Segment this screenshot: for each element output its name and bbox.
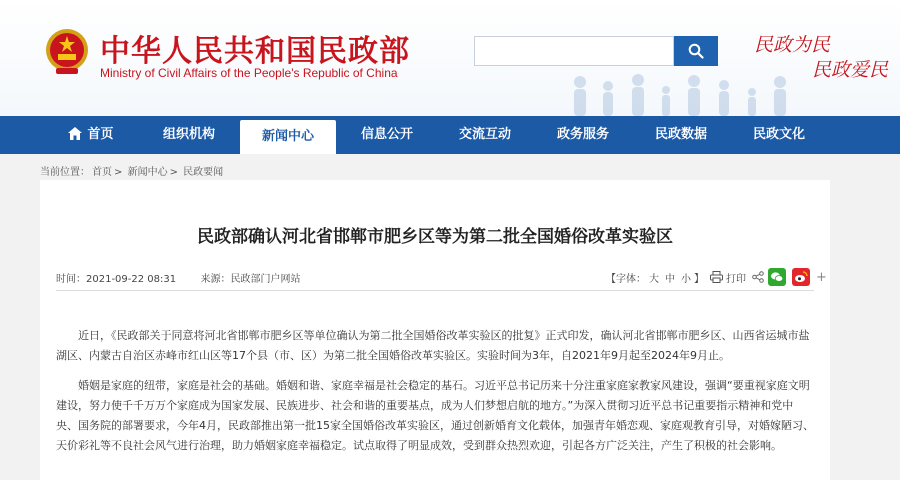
nav-item-label: 新闻中心 — [261, 129, 314, 144]
breadcrumb-link-news[interactable]: 新闻中心 — [127, 167, 168, 178]
article-title: 民政部确认河北省邯郸市肥乡区等为第二批全国婚俗改革实验区 — [197, 227, 673, 247]
source-label: 来源： — [200, 274, 231, 285]
share-icon[interactable] — [752, 271, 764, 283]
nav-item-label: 政务服务 — [556, 127, 609, 142]
nav-item-gov-services[interactable] — [544, 116, 622, 154]
font-size-small[interactable]: 小 — [681, 273, 691, 285]
nav-item-label: 组织机构 — [162, 127, 215, 142]
font-size-medium[interactable]: 中 — [665, 273, 675, 285]
wechat-icon[interactable] — [768, 268, 786, 286]
font-size-large[interactable]: 大 — [649, 273, 659, 285]
main-nav — [0, 116, 900, 154]
search-input[interactable] — [474, 36, 674, 66]
nav-item-news-center[interactable] — [240, 120, 336, 154]
nav-item-organization[interactable] — [150, 116, 228, 154]
nav-item-label: 信息公开 — [360, 127, 413, 142]
article-meta — [56, 270, 301, 285]
article-paragraph-2: 婚姻是家庭的纽带，家庭是社会的基础。婚姻和谐、家庭幸福是社会稳定的基石。习近平总书记历来十分注重家庭家教家风建设，强调“要重视家庭文明建设，努力使千千万万个家庭成为国家发展、民族进步、社会和谐的重要基点，成为人们梦想启航的地方。”为深入贯彻习近平总书记重要指示精神和党中央、国务院的部署要求，今年4月，民政部推出第一批15家全国婚俗改革实验区，通过创新婚育文化载体，加强青年婚恋观、家庭观教育引导，对婚嫁陋习、天价彩礼等不良社会风气进行治理，助力婚姻家庭幸福稳定。试点取得了明显成效，受到群众热烈欢迎，引起各方广泛关注，产生了积极的社会影响。 — [56, 379, 814, 452]
nav-item-label: 民政文化 — [752, 127, 805, 142]
nav-item-label: 交流互动 — [458, 127, 511, 142]
article-panel — [40, 180, 830, 480]
time-label: 时间： — [56, 274, 86, 285]
breadcrumb-separator: > — [169, 167, 178, 178]
breadcrumb-separator: > — [114, 167, 123, 178]
nav-item-home[interactable] — [56, 116, 126, 154]
breadcrumb-link-home[interactable]: 首页 — [92, 167, 112, 178]
site-subtitle: Ministry of Civil Affairs of the People's Republic of China — [100, 66, 398, 80]
site-title: 中华人民共和国民政部 — [100, 34, 410, 69]
search-button[interactable] — [674, 36, 718, 66]
article-tools — [606, 268, 827, 286]
nav-item-label: 首页 — [87, 127, 114, 142]
site-header — [0, 0, 900, 116]
slogan-line-2: 民政爱民 — [812, 59, 889, 81]
nav-item-civil-data[interactable] — [642, 116, 720, 154]
print-button[interactable] — [710, 270, 746, 285]
slogan-line-1: 民政为民 — [754, 34, 831, 56]
search-icon — [688, 43, 704, 59]
national-emblem-logo — [44, 26, 90, 76]
article-paragraph-1: 近日，《民政部关于同意将河北省邯郸市肥乡区等单位确认为第二批全国婚俗改革实验区的批复》正式印发，确认河北省邯郸市肥乡区、山西省运城市盐湖区、内蒙古自治区赤峰市红山区等17个县（市、区）为第二批全国婚俗改革实验区。实验时间为3年，自2021年9月起至2024年9月止。 — [56, 329, 810, 362]
nav-item-interaction[interactable] — [446, 116, 524, 154]
weibo-icon[interactable] — [792, 268, 810, 286]
font-size-close: 】 — [694, 273, 704, 285]
plus-icon[interactable]: + — [816, 269, 827, 285]
source-value: 民政部门户网站 — [230, 274, 301, 285]
nav-item-label: 民政数据 — [654, 127, 707, 142]
nav-item-info-disclosure[interactable] — [348, 116, 426, 154]
nav-item-civil-culture[interactable] — [740, 116, 818, 154]
meta-divider — [56, 290, 814, 291]
home-icon — [68, 127, 82, 140]
printer-icon — [710, 271, 723, 283]
breadcrumb-prefix: 当前位置： — [40, 167, 90, 178]
people-silhouette-decoration — [560, 72, 800, 116]
breadcrumb-link-civil-news[interactable]: 民政要闻 — [183, 167, 224, 178]
breadcrumb — [40, 163, 225, 178]
print-label: 打印 — [726, 273, 746, 285]
font-size-label: 【字体： — [606, 273, 646, 285]
time-value: 2021-09-22 08:31 — [86, 274, 177, 285]
